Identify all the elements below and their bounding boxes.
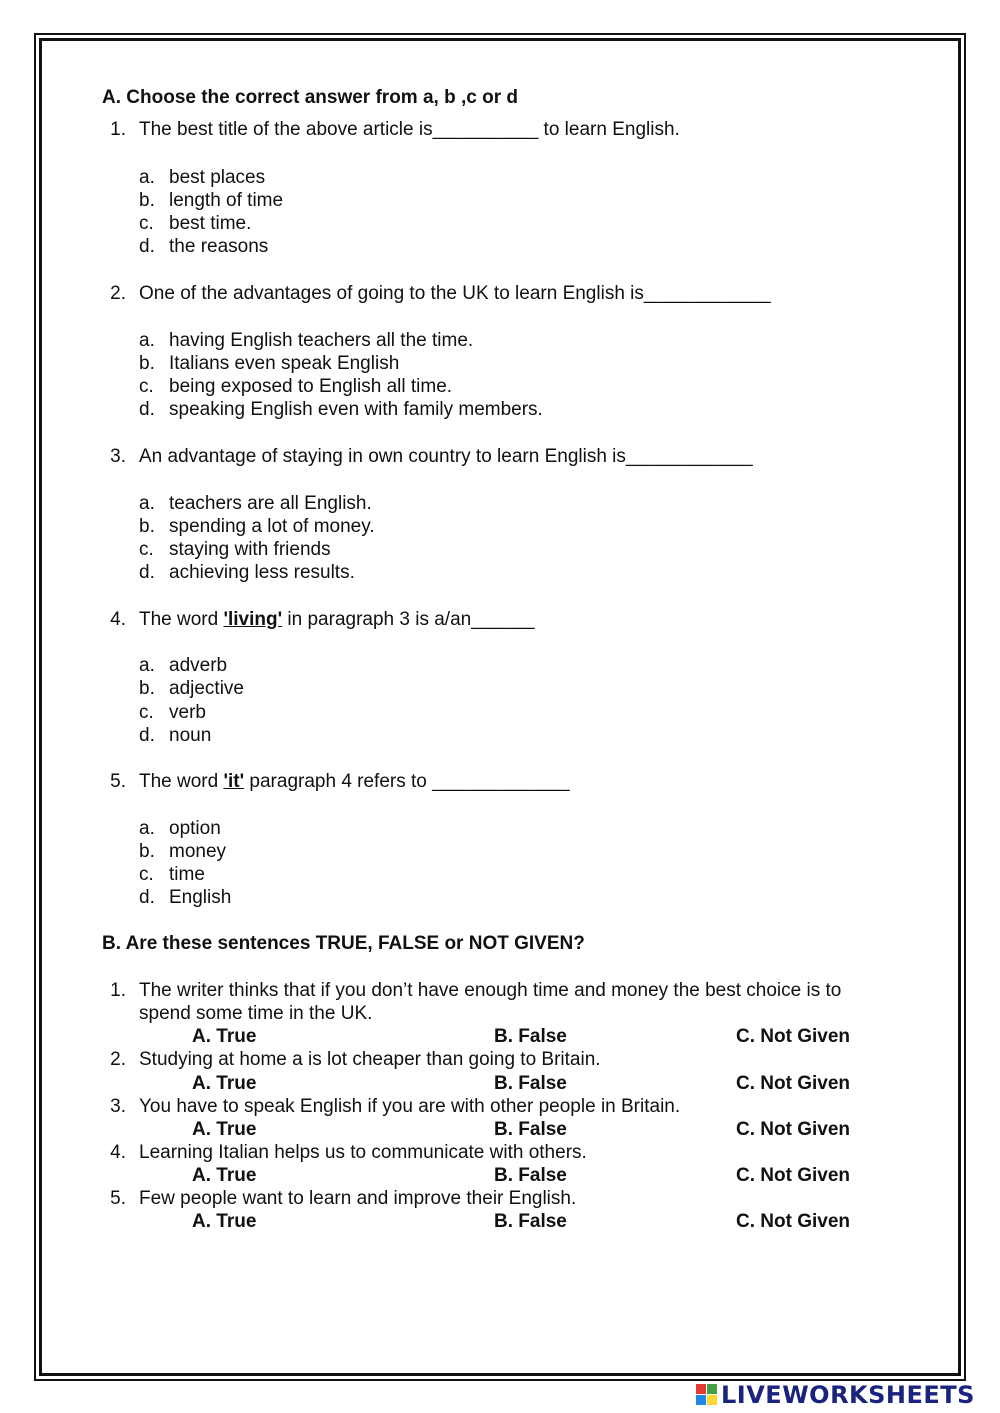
option-text[interactable]: option (169, 818, 221, 839)
statement-number: 3. (110, 1096, 126, 1117)
statement-text: Few people want to learn and improve their English. (139, 1188, 577, 1209)
option-letter: c. (139, 702, 154, 723)
option-letter: a. (139, 655, 155, 676)
section-b-heading: B. Are these sentences TRUE, FALSE or NOT GIVEN? (102, 933, 585, 954)
choice-false[interactable]: B. False (494, 1165, 567, 1186)
choice-not-given[interactable]: C. Not Given (736, 1073, 851, 1094)
option-text[interactable]: being exposed to English all time. (169, 376, 453, 397)
option-letter: d. (139, 562, 155, 583)
option-text[interactable]: money (169, 841, 227, 862)
option-text[interactable]: verb (169, 702, 206, 723)
option-letter: d. (139, 725, 155, 746)
choice-not-given[interactable]: C. Not Given (736, 1165, 851, 1186)
statement-number: 1. (110, 980, 126, 1001)
option-text[interactable]: staying with friends (169, 539, 331, 560)
option-text[interactable]: length of time (169, 190, 284, 211)
choice-not-given[interactable]: C. Not Given (736, 1211, 851, 1232)
question-text (139, 770, 570, 793)
question-text-pre: The word (139, 771, 224, 792)
question-text (139, 608, 535, 631)
question-text: The best title of the above article is__________ to learn English. (139, 119, 680, 140)
option-text[interactable]: adverb (169, 655, 228, 676)
option-text[interactable]: speaking English even with family members. (169, 399, 543, 420)
question-number: 1. (110, 119, 126, 140)
statement-text: The writer thinks that if you don’t have enough time and money the best choice is to (139, 980, 842, 1001)
choice-false[interactable]: B. False (494, 1026, 567, 1047)
option-letter: b. (139, 516, 155, 537)
option-text[interactable]: teachers are all English. (169, 493, 372, 514)
option-text[interactable]: time (169, 864, 205, 885)
liveworksheets-logo (696, 1380, 975, 1410)
statement-number: 4. (110, 1142, 126, 1163)
statement-number: 5. (110, 1188, 126, 1209)
option-text[interactable]: English (169, 887, 232, 908)
question-text-pre: The word (139, 609, 224, 630)
option-text[interactable]: spending a lot of money. (169, 516, 375, 537)
section-a-heading: A. Choose the correct answer from a, b ,c or d (102, 87, 518, 108)
question-number: 3. (110, 446, 126, 467)
question-text-post: in paragraph 3 is a/an______ (282, 609, 535, 630)
option-letter: b. (139, 353, 155, 374)
choice-true[interactable]: A. True (192, 1073, 257, 1094)
choice-false[interactable]: B. False (494, 1119, 567, 1140)
option-letter: b. (139, 678, 155, 699)
question-text: An advantage of staying in own country to learn English is____________ (139, 446, 753, 467)
statement-number: 2. (110, 1049, 126, 1070)
option-letter: c. (139, 213, 154, 234)
statement-text: Studying at home a is lot cheaper than going to Britain. (139, 1049, 601, 1070)
logo-text: LIVEWORKSHEETS (721, 1381, 975, 1409)
option-letter: c. (139, 864, 154, 885)
statement-text: You have to speak English if you are with other people in Britain. (139, 1096, 681, 1117)
option-text[interactable]: achieving less results. (169, 562, 355, 583)
question-keyword: 'it' (223, 771, 245, 792)
option-letter: d. (139, 236, 155, 257)
choice-false[interactable]: B. False (494, 1211, 567, 1232)
question-number: 5. (110, 771, 126, 792)
choice-true[interactable]: A. True (192, 1165, 257, 1186)
option-letter: d. (139, 887, 155, 908)
option-text[interactable]: noun (169, 725, 212, 746)
option-letter: c. (139, 539, 154, 560)
choice-not-given[interactable]: C. Not Given (736, 1026, 851, 1047)
option-text[interactable]: adjective (169, 678, 244, 699)
option-letter: a. (139, 818, 155, 839)
question-keyword: 'living' (223, 609, 283, 630)
statement-text: Learning Italian helps us to communicate with others. (139, 1142, 587, 1163)
question-text: One of the advantages of going to the UK to learn English is____________ (139, 283, 771, 304)
option-letter: a. (139, 167, 155, 188)
choice-true[interactable]: A. True (192, 1119, 257, 1140)
statement-text-continued: spend some time in the UK. (139, 1003, 373, 1024)
option-letter: d. (139, 399, 155, 420)
liveworksheets-logo-icon (696, 1384, 718, 1406)
choice-false[interactable]: B. False (494, 1073, 567, 1094)
option-letter: a. (139, 493, 155, 514)
option-text[interactable]: best places (169, 167, 266, 188)
option-text[interactable]: Italians even speak English (169, 353, 400, 374)
choice-true[interactable]: A. True (192, 1211, 257, 1232)
choice-true[interactable]: A. True (192, 1026, 257, 1047)
option-text[interactable]: the reasons (169, 236, 269, 257)
choice-not-given[interactable]: C. Not Given (736, 1119, 851, 1140)
option-text[interactable]: having English teachers all the time. (169, 330, 474, 351)
question-number: 2. (110, 283, 126, 304)
question-number: 4. (110, 609, 126, 630)
option-letter: b. (139, 841, 155, 862)
option-text[interactable]: best time. (169, 213, 252, 234)
question-text-post: paragraph 4 refers to _____________ (244, 771, 570, 792)
option-letter: c. (139, 376, 154, 397)
option-letter: b. (139, 190, 155, 211)
option-letter: a. (139, 330, 155, 351)
